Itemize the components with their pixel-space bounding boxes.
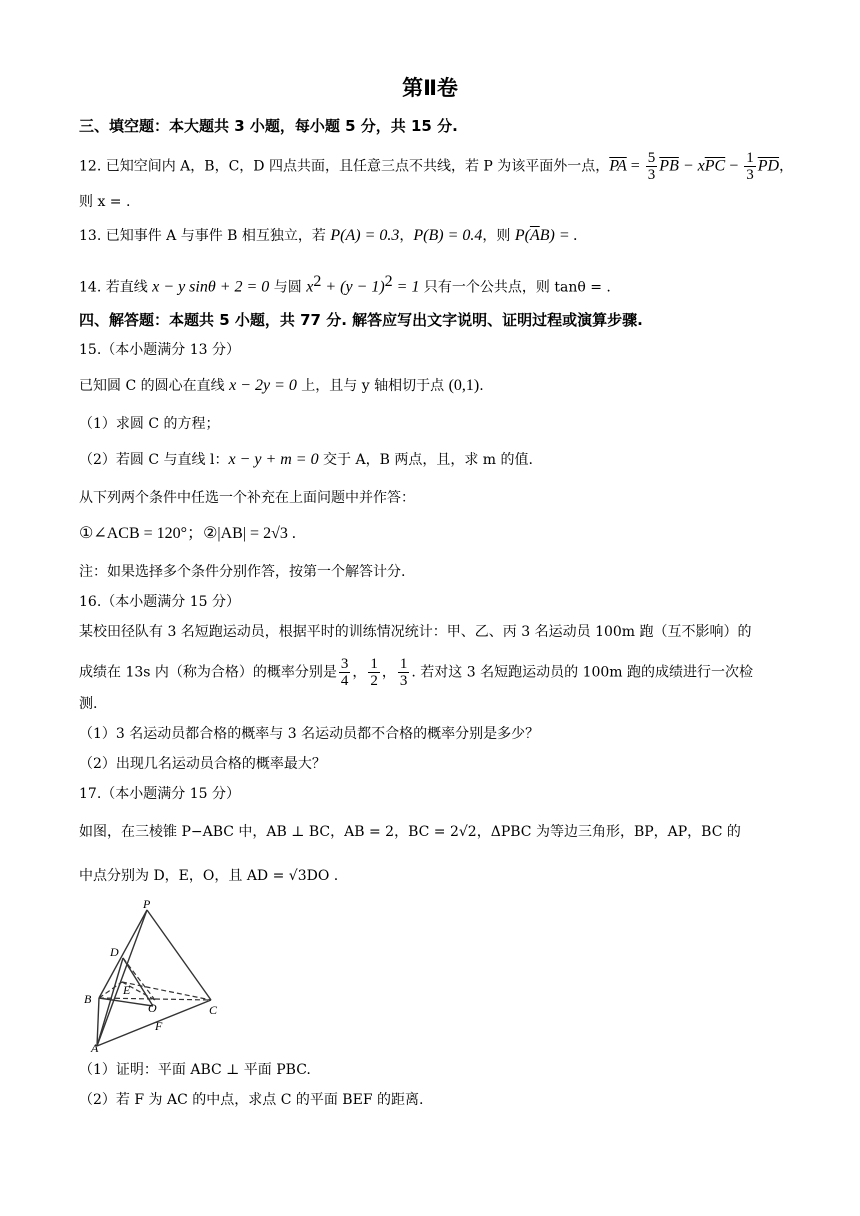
minus-sign: − — [725, 157, 743, 175]
fraction-3-4 — [339, 656, 351, 689]
q15-note: 注：如果选择多个条件分别作答，按第一个解答计分. — [79, 564, 406, 580]
q16-line1: 某校田径队有 3 名短跑运动员，根据平时的训练情况统计：甲、乙、丙 3 名运动员 100m 跑（互不影响）的 — [79, 624, 752, 640]
q14 — [79, 272, 611, 298]
vec-pd: $\overline{PD}$ — [757, 157, 780, 175]
section4-header: 四、解答题：本题共 5 小题，共 77 分. 解答应写出文字说明、证明过程或演算步骤. — [79, 311, 643, 329]
label-O: O — [148, 1001, 157, 1015]
q15-part2-eq: x − y + m = 0 — [228, 451, 319, 468]
label-E: E — [123, 983, 131, 997]
q13-p-close: B) = . — [539, 227, 578, 244]
q13-a-bar: $\overline{A}$ — [529, 227, 540, 244]
q14-text: 14. 若直线 — [79, 279, 153, 296]
frac-num: 1 — [370, 656, 378, 672]
q14-mid: 与圆 — [269, 279, 307, 296]
q14-circle-x: x — [306, 278, 314, 296]
label-P: P — [143, 897, 151, 911]
q13 — [79, 226, 578, 246]
label-D: D — [110, 945, 119, 959]
section3-header: 三、填空题：本大题共 3 小题，每小题 5 分，共 15 分. — [79, 117, 458, 135]
fraction-1-2 — [368, 656, 380, 689]
q17-line2: 中点分别为 D，E，O，且 AD = √3DO . — [79, 868, 339, 884]
q15-stem-eq: x − 2y = 0 — [229, 377, 297, 394]
frac-num: 3 — [340, 656, 349, 672]
q12-text: 12. 已知空间内 A，B，C，D 四点共面，且任意三点不共线，若 P 为该平面外一点， — [79, 158, 610, 175]
q16-part2: （2）出现几名运动员合格的概率最大？ — [79, 756, 326, 772]
q15-stem-c: . — [479, 378, 484, 394]
q14-sup2: 2 — [384, 273, 393, 290]
q13-sep2: ，则 — [482, 228, 515, 244]
label-B: B — [84, 992, 92, 1006]
frac-den: 4 — [340, 673, 349, 689]
frac-den: 3 — [399, 673, 408, 689]
q16-line2-b: . 若对这 3 名短跑运动员的 100m 跑的成绩进行一次检 — [411, 664, 754, 681]
q12-line1 — [79, 150, 793, 183]
frac-num: 1 — [746, 150, 754, 166]
tetrahedron-figure — [79, 896, 221, 1054]
eq-sign: = — [626, 157, 644, 175]
q13-pa: P(A) = 0.3 — [330, 227, 400, 244]
sep: ， — [381, 664, 396, 681]
q17-line1: 如图，在三棱锥 P−ABC 中，AB ⊥ BC，AB = 2，BC = 2√2，ΔPBC 为等边三角形，BP，AP，BC 的 — [79, 824, 741, 840]
label-A: A — [91, 1041, 99, 1054]
q15-stem-b: 上，且与 y 轴相切于点 — [296, 378, 449, 394]
q12-line2: 则 x = . — [79, 194, 131, 210]
page-title: 第Ⅱ卷 — [402, 76, 458, 100]
q14-line-eq: x − y sinθ + 2 = 0 — [152, 278, 270, 296]
fraction-1-3b — [398, 656, 410, 689]
frac-num: 5 — [647, 150, 656, 166]
minus-x: − x — [678, 157, 705, 175]
q15-stem — [79, 376, 484, 396]
q15-point: (0,1) — [448, 377, 480, 394]
frac-den: 2 — [370, 673, 378, 689]
q14-circle-y: + (y − 1) — [321, 278, 385, 296]
q16-line2-a: 成绩在 13s 内（称为合格）的概率分别是 — [79, 664, 337, 681]
q17-part1: （1）证明：平面 ABC ⊥ 平面 PBC. — [79, 1062, 311, 1078]
q17-label: 17.（本小题满分 15 分） — [79, 786, 240, 802]
q15-conditions: ①∠ACB = 120°；②|AB| = 2√3 . — [79, 525, 296, 542]
q16-line3: 测. — [79, 696, 98, 712]
q15-part2-b: 交于 A，B 两点，且，求 m 的值. — [318, 452, 533, 468]
q13-p-open: P( — [514, 227, 530, 244]
label-C: C — [209, 1003, 218, 1017]
q13-pb: P(B) = 0.4 — [413, 227, 483, 244]
q15-stem-a: 已知圆 C 的圆心在直线 — [79, 378, 230, 394]
label-F: F — [155, 1019, 163, 1033]
frac-den: 3 — [746, 167, 754, 183]
q13-text: 13. 已知事件 A 与事件 B 相互独立，若 — [79, 228, 331, 244]
q15-part2-a: （2）若圆 C 与直线 l： — [79, 452, 229, 468]
q14-end: 只有一个公共点，则 tanθ = . — [419, 279, 611, 296]
frac-den: 3 — [647, 167, 656, 183]
vec-pb: $\overline{PB}$ — [659, 157, 679, 175]
q15-label: 15.（本小题满分 13 分） — [79, 342, 240, 358]
q16-part1: （1）3 名运动员都合格的概率与 3 名运动员都不合格的概率分别是多少？ — [79, 726, 540, 742]
q17-part2: （2）若 F 为 AC 的中点，求点 C 的平面 BEF 的距离. — [79, 1092, 424, 1108]
fraction-5-3 — [646, 150, 658, 183]
frac-num: 1 — [399, 656, 408, 672]
sep: ， — [352, 664, 367, 681]
q13-sep: ， — [399, 228, 414, 244]
q15-part1: （1）求圆 C 的方程； — [79, 416, 220, 432]
q15-choose: 从下列两个条件中任选一个补充在上面问题中并作答： — [79, 490, 415, 506]
comma: ， — [779, 158, 794, 175]
vec-pa: $\overline{PA}$ — [609, 157, 627, 175]
q16-label: 16.（本小题满分 15 分） — [79, 594, 240, 610]
fraction-1-3 — [744, 150, 756, 183]
q14-sup1: 2 — [313, 273, 322, 290]
q14-circle-r: = 1 — [392, 278, 420, 296]
q15-part2 — [79, 450, 533, 470]
vec-pc: $\overline{PC}$ — [704, 157, 726, 175]
q16-line2 — [79, 656, 753, 689]
